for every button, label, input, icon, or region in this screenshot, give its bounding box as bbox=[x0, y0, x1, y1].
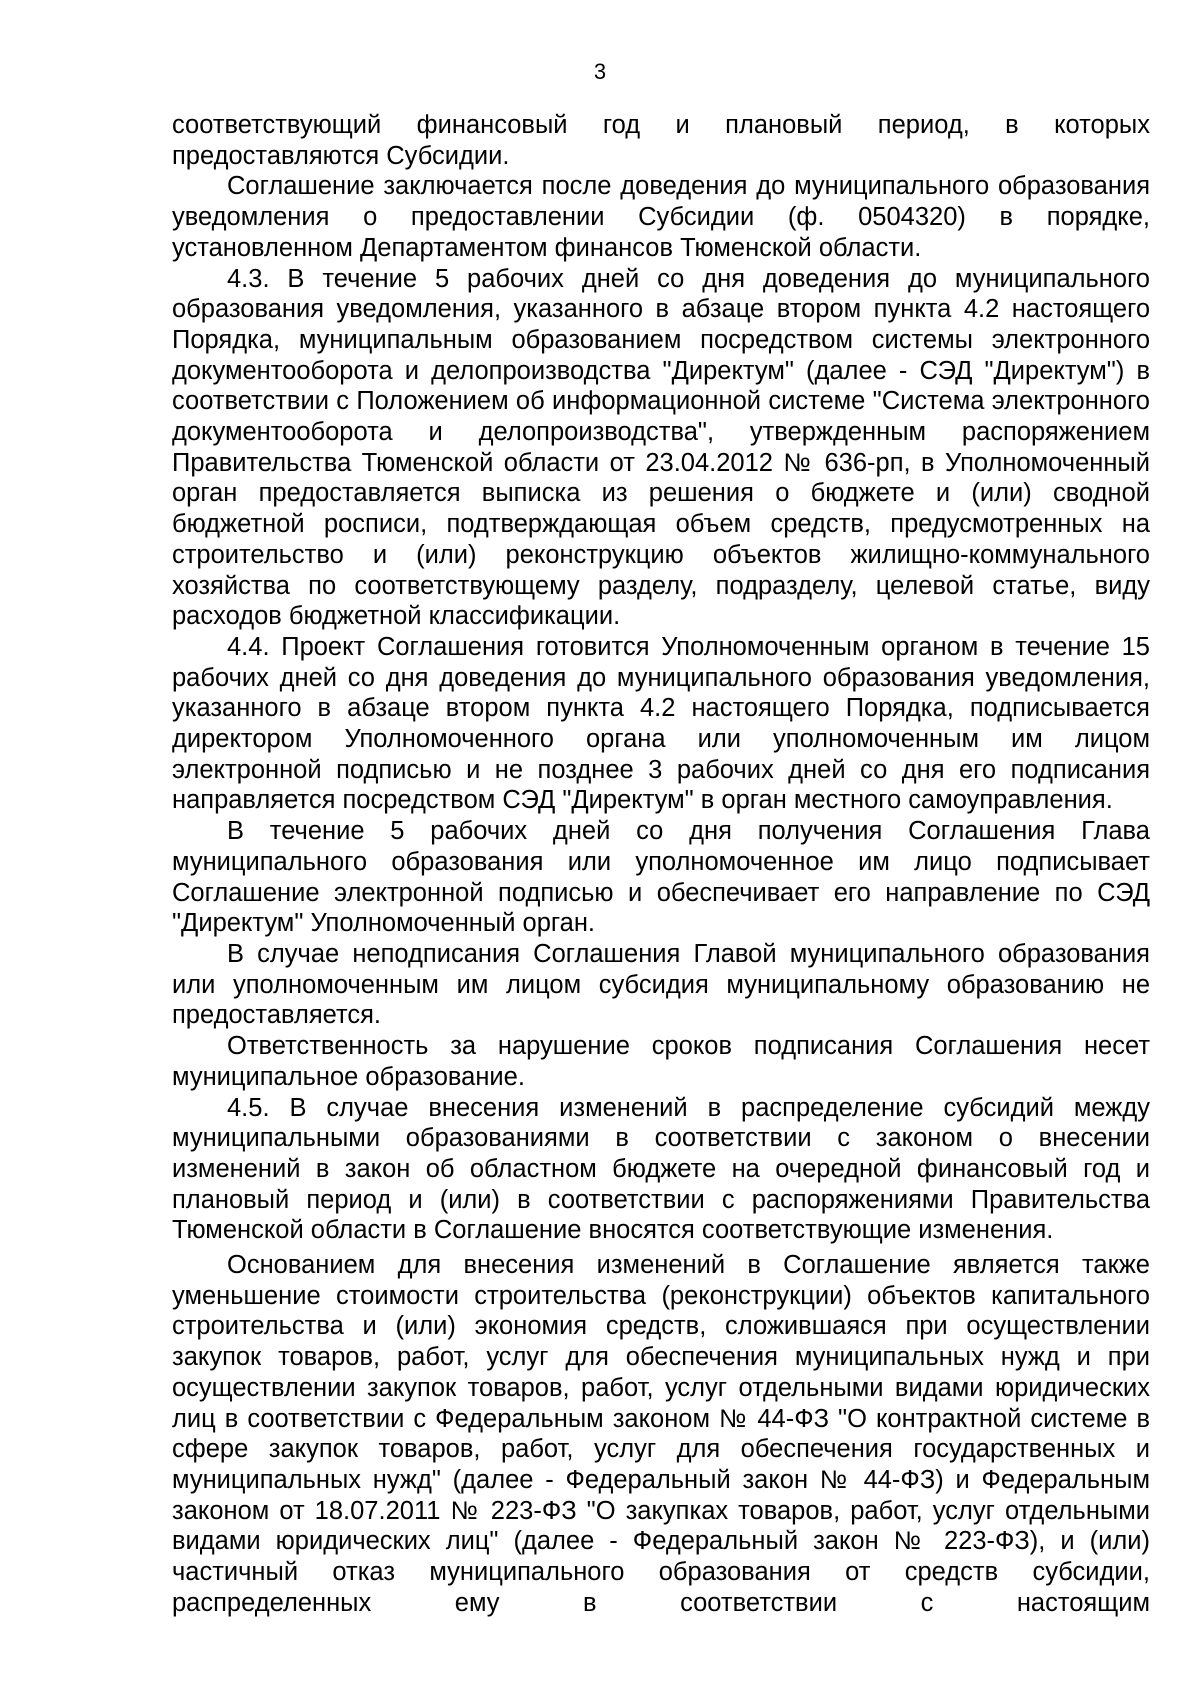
paragraph-8: 4.5. В случае внесения изменений в распределение субсидий между муниципальными образованиями в соответствии с законом о внесении изменений в закон об областном бюджете на очередной финансовый год и плановый период и (или) в соответствии с распоряжениями Правительства Тюменской области в Соглашение вносятся соответствующие изменения. bbox=[172, 1093, 1150, 1245]
page-number: 3 bbox=[593, 59, 607, 84]
document-body bbox=[172, 110, 1150, 1618]
paragraph-5: В течение 5 рабочих дней со дня получения Соглашения Глава муниципального образования или уполномоченное им лицо подписывает Соглашение электронной подписью и обеспечивает его направление по СЭД "Директум" Уполномоченный орган. bbox=[172, 817, 1150, 938]
paragraph-1: соответствующий финансовый год и плановый период, в которых предоставляются Субсидии. bbox=[172, 111, 1150, 170]
paragraph-4: 4.4. Проект Соглашения готовится Уполномоченным органом в течение 15 рабочих дней со дня доведения до муниципального образования уведомления, указанного в абзаце втором пункта 4.2 настоящего Порядка, подписывается директором Уполномоченного органа или уполномоченным им лицом электронной подписью и не позднее 3 рабочих дней со дня его подписания направляется посредством СЭД "Директум" в орган местного самоуправления. bbox=[172, 632, 1150, 815]
paragraph-7: Ответственность за нарушение сроков подписания Соглашения несет муниципальное образование. bbox=[172, 1032, 1150, 1091]
paragraph-3: 4.3. В течение 5 рабочих дней со дня доведения до муниципального образования уведомления, указанного в абзаце втором пункта 4.2 настоящего Порядка, муниципальным образованием посредством системы электронного документооборота и делопроизводства "Директум" (далее - СЭД "Директум") в соответствии с Положением об информационной системе "Система электронного документооборота и делопроизводства", утвержденным распоряжением Правительства Тюменской области от 23.04.2012 № 636-рп, в Уполномоченный орган предоставляется выписка из решения о бюджете и (или) сводной бюджетной росписи, подтверждающая объем средств, предусмотренных на строительство и (или) реконструкцию объектов жилищно-коммунального хозяйства по соответствующему разделу, подразделу, целевой статье, виду расходов бюджетной классификации. bbox=[172, 264, 1150, 631]
paragraph-2: Соглашение заключается после доведения до муниципального образования уведомления о предоставлении Субсидии (ф. 0504320) в порядке, установленном Департаментом финансов Тюменской области. bbox=[172, 172, 1150, 262]
paragraph-9: Основанием для внесения изменений в Соглашение является также уменьшение стоимости строительства (реконструкции) объектов капитального строительства и (или) экономия средств, сложившаяся при осуществлении закупок товаров, работ, услуг для обеспечения муниципальных нужд и при осуществлении закупок товаров, работ, услуг отдельными видами юридических лиц в соответствии с Федеральным законом № 44-ФЗ "О контрактной системе в сфере закупок товаров, работ, услуг для обеспечения государственных и муниципальных нужд" (далее - Федеральный закон № 44-ФЗ) и Федеральным законом от 18.07.2011 № 223-ФЗ "О закупках товаров, работ, услуг отдельными видами юридических лиц" (далее - Федеральный закон № 223-ФЗ), и (или) частичный отказ муниципального образования от средств субсидии, распределенных ему в соответствии с настоящим bbox=[172, 1251, 1150, 1617]
paragraph-6: В случае неподписания Соглашения Главой муниципального образования или уполномоченным им лицом субсидия муниципальному образованию не предоставляется. bbox=[172, 939, 1150, 1030]
